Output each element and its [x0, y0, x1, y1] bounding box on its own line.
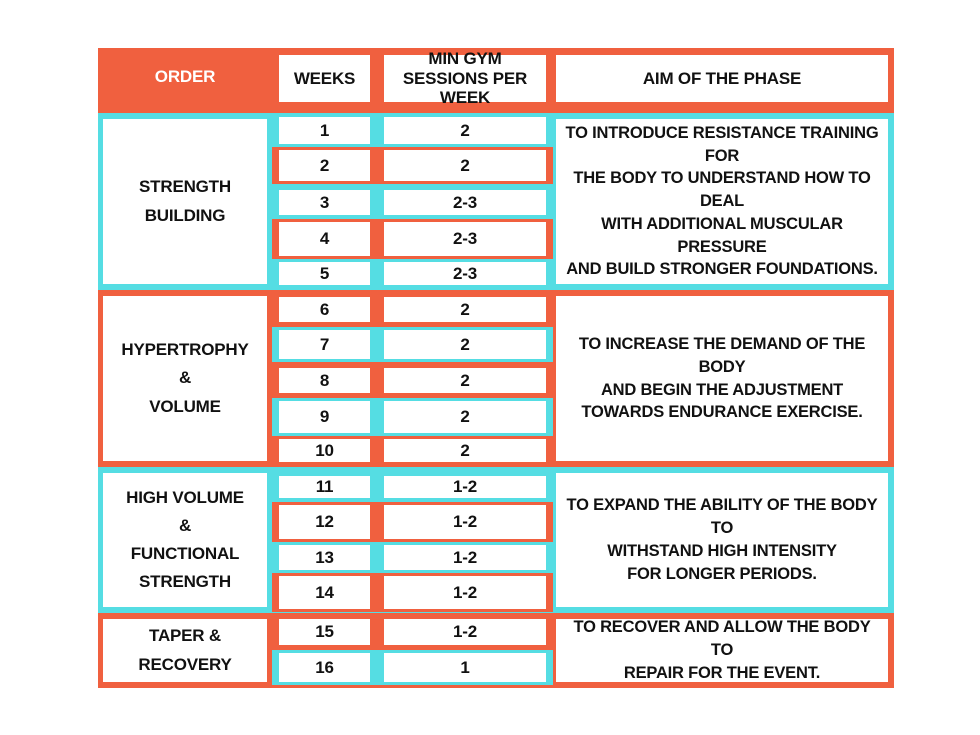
week-number: 12	[279, 505, 370, 539]
week-number: 14	[279, 576, 370, 609]
week-number: 8	[279, 368, 370, 393]
gym-sessions: 2	[384, 297, 546, 322]
phase-name: HYPERTROPHY & VOLUME	[103, 296, 267, 461]
phase-aim: TO INTRODUCE RESISTANCE TRAINING FOR THE BODY TO UNDERSTAND HOW TO DEAL WITH ADDITIONAL MUSCULAR PRESSURE AND BUILD STRONGER FOUNDATIONS.	[556, 119, 888, 284]
header-sessions: MIN GYM SESSIONS PER WEEK	[384, 55, 546, 102]
gym-sessions: 1-2	[384, 476, 546, 498]
week-number: 15	[279, 619, 370, 645]
phase-aim: TO EXPAND THE ABILITY OF THE BODY TO WITHSTAND HIGH INTENSITY FOR LONGER PERIODS.	[556, 473, 888, 607]
gym-sessions: 2	[384, 150, 546, 181]
gym-sessions: 1-2	[384, 619, 546, 645]
week-number: 6	[279, 297, 370, 322]
header-weeks: WEEKS	[279, 55, 370, 102]
week-number: 13	[279, 545, 370, 570]
week-number: 3	[279, 190, 370, 215]
phase-aim: TO INCREASE THE DEMAND OF THE BODY AND BEGIN THE ADJUSTMENT TOWARDS ENDURANCE EXERCISE.	[556, 296, 888, 461]
gym-sessions: 2-3	[384, 262, 546, 285]
gym-sessions: 2	[384, 330, 546, 359]
week-number: 9	[279, 401, 370, 433]
phase-aim: TO RECOVER AND ALLOW THE BODY TO REPAIR FOR THE EVENT.	[556, 619, 888, 682]
gym-sessions: 2	[384, 368, 546, 393]
header-aim: AIM OF THE PHASE	[556, 55, 888, 102]
gym-sessions: 1	[384, 653, 546, 682]
phase-name: STRENGTH BUILDING	[103, 119, 267, 284]
week-number: 4	[279, 222, 370, 256]
gym-sessions: 2-3	[384, 222, 546, 256]
gym-sessions: 2-3	[384, 190, 546, 215]
phase-name: HIGH VOLUME & FUNCTIONAL STRENGTH	[103, 473, 267, 607]
week-number: 16	[279, 653, 370, 682]
week-number: 7	[279, 330, 370, 359]
gym-sessions: 1-2	[384, 545, 546, 570]
gym-sessions: 2	[384, 401, 546, 433]
gym-sessions: 1-2	[384, 505, 546, 539]
week-number: 10	[279, 439, 370, 462]
gym-sessions: 2	[384, 439, 546, 462]
gym-sessions: 2	[384, 117, 546, 144]
phase-name: TAPER & RECOVERY	[103, 619, 267, 682]
week-number: 1	[279, 117, 370, 144]
week-number: 2	[279, 150, 370, 181]
week-number: 5	[279, 262, 370, 285]
gym-sessions: 1-2	[384, 576, 546, 609]
header-order: ORDER	[154, 67, 216, 87]
week-number: 11	[279, 476, 370, 498]
